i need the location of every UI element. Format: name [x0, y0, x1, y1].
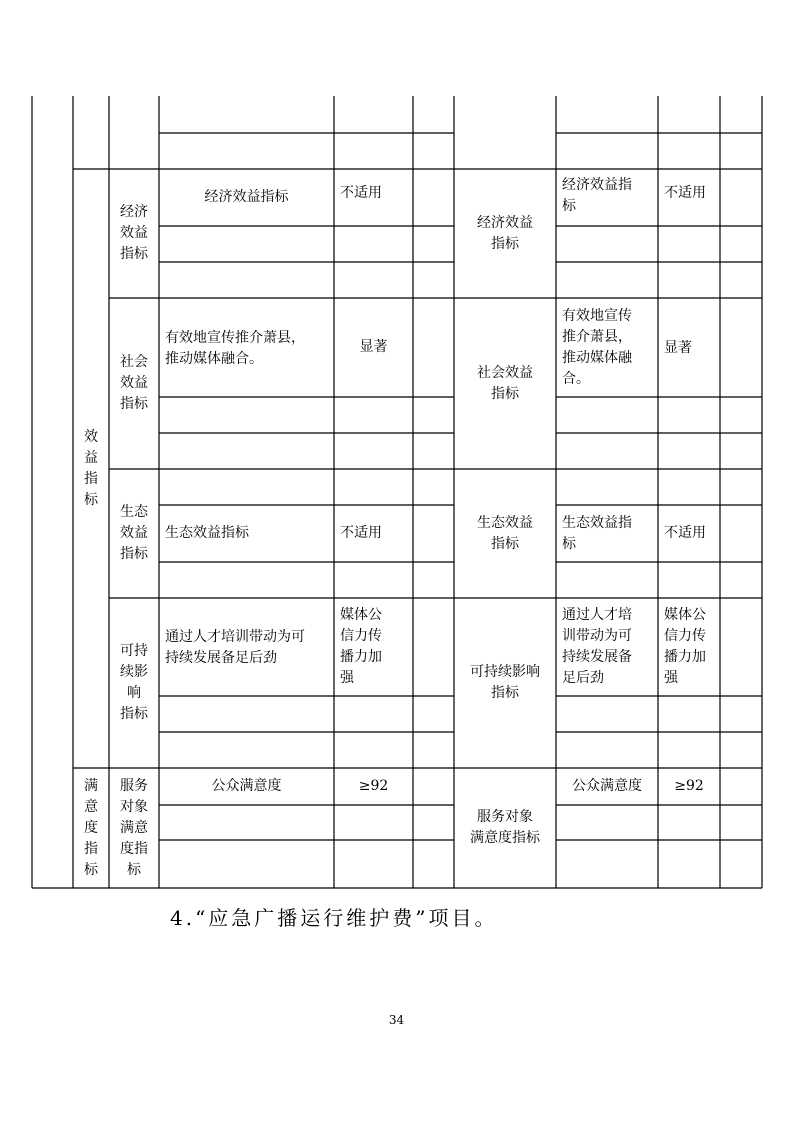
economic-label: 经济 效益 指标: [120, 204, 148, 262]
service-value-right: ≥92: [674, 778, 704, 794]
sustainable-label: 可持 续影 响 指标: [120, 643, 148, 722]
ecological-indicator: 生态效益指标: [165, 525, 249, 541]
ecological-value: 不适用: [340, 525, 382, 541]
economic-name-right: 经济效益 指标: [477, 214, 533, 252]
sustainable-indicator: 通过人才培训带动为可 持续发展备足后劲: [165, 629, 305, 666]
economic-indicator-right: 经济效益指 标: [562, 177, 632, 214]
service-name-right: 服务对象 满意度指标: [470, 809, 540, 846]
ecological-value-right: 不适用: [664, 525, 706, 541]
service-label: 服务 对象 满意 度指 标: [120, 777, 148, 878]
sustainable-value-right: 媒体公 信力传 播力加 强: [664, 607, 706, 686]
page-number: 34: [388, 1013, 405, 1027]
social-value: 显著: [359, 338, 388, 355]
section-caption: 4.“应急广播运行维护费”项目。: [170, 906, 498, 930]
service-indicator: 公众满意度: [211, 778, 282, 794]
social-name-right: 社会效益 指标: [477, 364, 533, 402]
service-indicator-right: 公众满意度: [572, 778, 642, 794]
sustainable-indicator-right: 通过人才培 训带动为可 持续发展备 足后劲: [562, 607, 632, 686]
economic-value-right: 不适用: [664, 185, 706, 201]
social-label: 社会 效益 指标: [120, 354, 148, 412]
service-value: ≥92: [358, 778, 389, 794]
ecological-indicator-right: 生态效益指 标: [562, 515, 632, 552]
social-indicator-right: 有效地宣传 推介萧县， 推动媒体融 合。: [562, 308, 632, 387]
ecological-label: 生态 效益 指标: [120, 504, 148, 562]
benefit-group-label: 效 益 指 标: [84, 428, 98, 508]
ecological-name-right: 生态效益 指标: [477, 514, 533, 552]
sustainable-name-right: 可持续影响 指标: [470, 664, 540, 701]
social-value-right: 显著: [664, 340, 692, 356]
social-indicator: 有效地宣传推介萧县， 推动媒体融合。: [165, 330, 305, 367]
economic-value: 不适用: [340, 185, 382, 201]
satisfaction-group-label: 满 意 度 指 标: [84, 777, 98, 878]
sustainable-value: 媒体公 信力传 播力加 强: [340, 607, 382, 686]
economic-indicator: 经济效益指标: [204, 189, 289, 205]
